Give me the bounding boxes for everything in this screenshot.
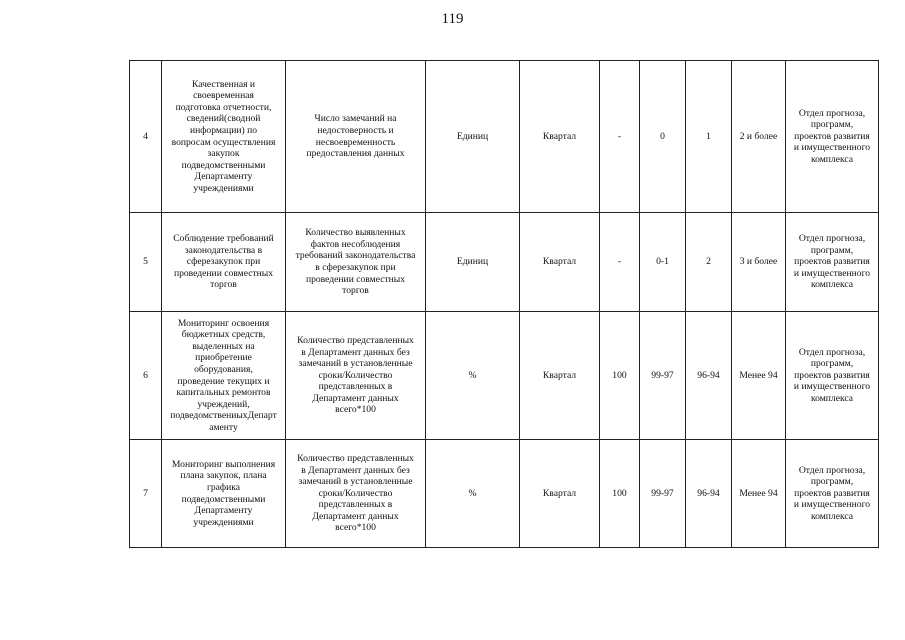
department-cell: Отдел прогноза, программ, проектов развития и имущественного комплекса: [786, 440, 879, 548]
indicators-table: [129, 60, 879, 548]
row-number: 7: [130, 440, 162, 548]
activity-cell: Мониторинг выполнения плана закупок, плана графика подведомственными Департаменту учреждениями: [162, 440, 286, 548]
period-cell: Квартал: [520, 440, 600, 548]
unit-cell: Единиц: [426, 61, 520, 213]
value-cell-2: 0-1: [640, 213, 686, 312]
table-row: [130, 440, 879, 548]
table-row: [130, 213, 879, 312]
unit-cell: %: [426, 440, 520, 548]
period-cell: Квартал: [520, 213, 600, 312]
activity-cell: Мониторинг освоения бюджетных средств, выделенных на приобретение оборудования, проведение текущих и капитальных ремонтов учреждений, подведомствениыхДепарт аменту: [162, 312, 286, 440]
activity-cell: Соблюдение требований законодательства в сферезакупок при проведении совместных торгов: [162, 213, 286, 312]
unit-cell: Единиц: [426, 213, 520, 312]
indicator-cell: Количество представленных в Департамент данных без замечаний в установленные сроки/Количество представленных в Департамент данных всего*100: [286, 312, 426, 440]
page-number: 119: [441, 11, 464, 27]
department-cell: Отдел прогноза, программ, проектов развития и имущественного комплекса: [786, 61, 879, 213]
table-row: [130, 61, 879, 213]
row-number: 5: [130, 213, 162, 312]
value-cell-1: 100: [600, 440, 640, 548]
indicator-cell: Количество представленных в Департамент данных без замечаний в установленные сроки/Количество представленных в Департамент данных всего*100: [286, 440, 426, 548]
value-cell-1: 100: [600, 312, 640, 440]
value-cell-3: 1: [686, 61, 732, 213]
indicator-cell: Число замечаний на недостоверность и несвоевременность предоставления данных: [286, 61, 426, 213]
department-cell: Отдел прогноза, программ, проектов развития и имущественного комплекса: [786, 312, 879, 440]
value-cell-3: 2: [686, 213, 732, 312]
department-cell: Отдел прогноза, программ, проектов развития и имущественного комплекса: [786, 213, 879, 312]
value-cell-1: -: [600, 213, 640, 312]
period-cell: Квартал: [520, 312, 600, 440]
row-number: 4: [130, 61, 162, 213]
value-cell-2: 0: [640, 61, 686, 213]
value-cell-4: Менее 94: [732, 312, 786, 440]
value-cell-4: Менее 94: [732, 440, 786, 548]
table-row: [130, 312, 879, 440]
value-cell-2: 99-97: [640, 440, 686, 548]
unit-cell: %: [426, 312, 520, 440]
period-cell: Квартал: [520, 61, 600, 213]
value-cell-2: 99-97: [640, 312, 686, 440]
indicator-cell: Количество выявленных фактов несоблюдения требований законодательства в сферезакупок при проведении совместных торгов: [286, 213, 426, 312]
activity-cell: Качественная и своевременная подготовка отчетности, сведений(сводной информации) по вопросам осуществления закупок подведомственными Департаменту учреждениями: [162, 61, 286, 213]
value-cell-1: -: [600, 61, 640, 213]
value-cell-4: 3 и более: [732, 213, 786, 312]
value-cell-4: 2 и более: [732, 61, 786, 213]
row-number: 6: [130, 312, 162, 440]
value-cell-3: 96-94: [686, 312, 732, 440]
value-cell-3: 96-94: [686, 440, 732, 548]
